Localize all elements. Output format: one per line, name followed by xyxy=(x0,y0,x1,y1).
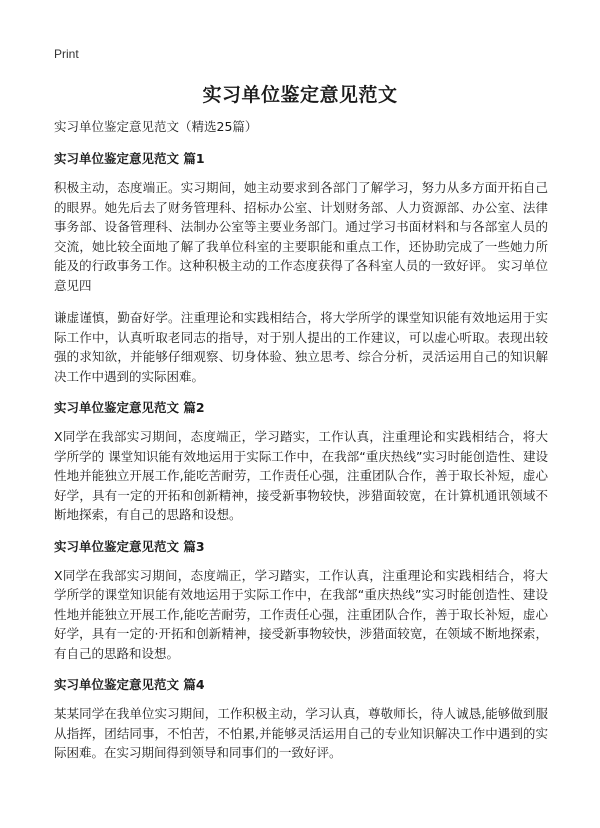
section-heading: 实习单位鉴定意见范文 篇4 xyxy=(54,677,205,692)
section-paragraph: 积极主动，态度端正。实习期间，她主动要求到各部门了解学习，努力从多方面开拓自己的眼界。她先后去了财务管理科、招标办公室、计划财务部、人力资源部、办公室、法律事务部、设备管理科、法制办公室等主要业务部门。通过学习书面材料和与各部室人员的交流，她比较全面地了解了我单位科室的主要职能和重点工作，还协助完成了一些她力所能及的行政事务工作。这种积极主动的工作态度获得了各科室人员的一致好评。 实习单位意见四 xyxy=(54,180,548,293)
document-body xyxy=(54,118,548,776)
section-heading: 实习单位鉴定意见范文 篇2 xyxy=(54,400,205,415)
section-4 xyxy=(54,676,548,763)
section-paragraph: X同学在我部实习期间，态度端正，学习踏实，工作认真，注重理论和实践相结合，将大学所学的 课堂知识能有效地运用于实际工作中，在我部“重庆热线”实习时能创造性、建设性地并能独立开展工作,能吃苦耐劳，工作责任心强，注重团队合作，善于取长补短，虚心好学，具有一定的开拓和创新精神，接受新事物较快，涉猎面较宽，在计算机通讯领域不断地探索，有自己的思路和设想。 xyxy=(54,429,548,522)
section-paragraph: X同学在我部实习期间，态度端正，学习踏实，工作认真，注重理论和实践相结合，将大学所学的课堂知识能有效地运用于实际工作中，在我部“重庆热线”实习时能创造性、建设性地并能独立开展工作,能吃苦耐劳，工作责任心强，注重团队合作，善于取长补短，虚心好学，具有一定的·开拓和创新精神，接受新事物较快，涉猎面较宽，在领域不断地探索，有自己的思路和设想。 xyxy=(54,567,548,661)
print-link[interactable]: Print xyxy=(54,47,79,61)
section-paragraph: 某某同学在我单位实习期间，工作积极主动，学习认真，尊敬师长，待人诚恳,能够做到服从指挥，团结同事，不怕苦，不怕累,并能够灵活运用自己的专业知识解决工作中遇到的实际困难。在实习期间得到领导和同事们的一致好评。 xyxy=(54,706,548,760)
section-2 xyxy=(54,399,548,525)
section-1 xyxy=(54,150,548,386)
document-title: 实习单位鉴定意见范文 xyxy=(202,84,398,106)
section-heading: 实习单位鉴定意见范文 篇3 xyxy=(54,538,205,554)
section-3 xyxy=(54,538,548,664)
document-subtitle: 实习单位鉴定意见范文（精选25篇） xyxy=(54,119,258,134)
section-paragraph: 谦虚谨慎，勤奋好学。注重理论和实践相结合，将大学所学的课堂知识能有效地运用于实际工作中，认真听取老同志的指导，对于别人提出的工作建议，可以虚心听取。表现出较强的求知欲，并能够仔细观察、切身体验、独立思考、综合分析，灵活运用自己的知识解决工作中遇到的实际困难。 xyxy=(54,310,548,384)
section-heading: 实习单位鉴定意见范文 篇1 xyxy=(54,151,205,166)
